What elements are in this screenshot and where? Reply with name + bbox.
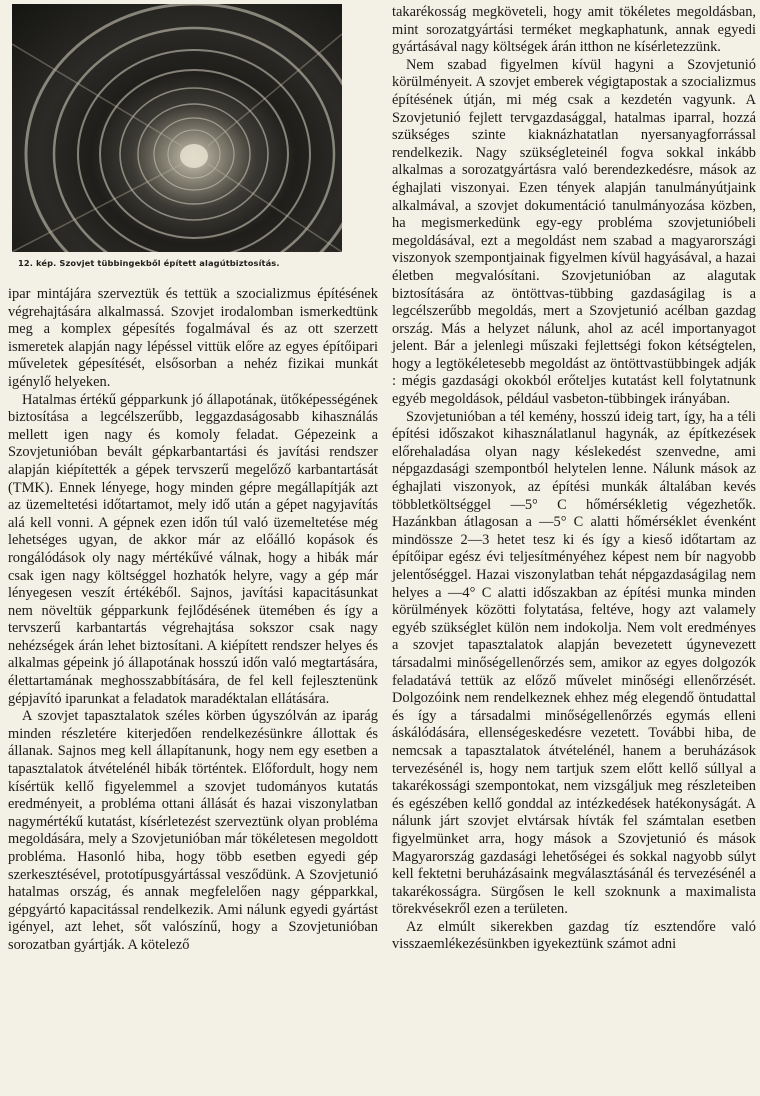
- paragraph: takarékosság megköveteli, hogy amit tökéletes megoldásban, mint sorozatgyártási terméket megkaphatunk, annak egyedi gyártásával nagy költségek árán itthon ne kísérletezzünk.: [392, 4, 756, 56]
- paragraph: Hatalmas értékű gépparkunk jó állapotának, ütőképességének biztosítása a legcélszerűbb, leggazdaságosabb kihasználás mellett igen nagy és komoly feladat. Gépezeink a Szovjetunióban bevált gépkarbantartási és javítási rendszer alapján kiépítették a gépek tervszerű megelőző karbantartását (TMK). Ennek lényege, hogy minden gépre megállapítják azt az üzemeltetési időtartamot, mely idő után a gépet nagyjavítás alá kell vonni. A gépnek ezen időn túl való üzemeltetése még lehetséges ugyan, de akkor már az előálló kopások és rongálódások oly nagy mértékűvé válnak, hogy a hibák már csak igen nagy költséggel hozhatók helyre, vagy a gép már lényegesen veszít értékéből. Sajnos, javítási kapacitásunkat nem növeltük gépparkunk fejlődésének ütemében és így a tervszerű karbantartás végrehajtása sokszor csak nagy nehézségek árán lehet biztosítani. A kiépített rendszer helyes és alkalmas gépeink jó állapotának hosszú időn való megtartására, élettartamának meghosszabbítására, de fel kell fejlesztenünk gépjavító iparunkat a feladatok maradéktalan ellátására.: [8, 391, 378, 707]
- tunnel-rings-graphic: [12, 4, 342, 252]
- right-column: [392, 4, 756, 954]
- right-column-text: [392, 4, 756, 954]
- tunnel-photo: [12, 4, 342, 252]
- paragraph: Nem szabad figyelmen kívül hagyni a Szovjetunió körülményeit. A szovjet emberek végigtapostak a szocializmus építésének útján, mi még csak a kezdetén vagyunk. A Szovjetunió fejlett tervgazdasággal, hatalmas iparral, hozzá szükséges szinte kiaknázhatatlan nyersanyagforrással rendelkezik. Nagy szükségleteinél fogva sokkal inkább alkalmas a sorozatgyártásra való berendezkedésre, mások az éghajlati viszonyai. Ezen tények alapján tanulmányútjaink alkalmával, a szovjet dokumentáció tanulmányozása közben, ha megismerkedünk egy-egy probléma szovjetunióbeli megoldásával, ezt a megoldást nem szabad a magyarországi viszonyok szempontjainak figyelmen kívül hagyásával, a hazai életben megvalósítani. Szovjetunióban az alagutak biztosítására az öntöttvas-tübbing gazdaságilag is a legcélszerűbb megoldás, mert a Szovjetunió acélban gazdag ország. Más a helyzet nálunk, ahol az acél importanyagot jelent. Bár a jelenlegi műszaki fejlettségi fokon kétségtelen, hogy a legtökéletesebb megoldást az öntöttvastübbingek adják : mégis gazdasági okokból erőteljes kutatást kell folytatnunk egyéb megoldások, például vasbeton-tübbingek irányában.: [392, 56, 756, 408]
- left-column: [8, 4, 378, 955]
- paragraph: ipar mintájára szerveztük és tettük a szocializmus építésének végrehajtására alkalmassá. Szovjet irodalomban ismerkedtünk meg a komplex gépesítés fogalmával és az ott szerzett ismeretek alapján nagy lépéssel vittük előre az egyes építőipari műveletek gépesítését, elsősorban a nehéz fizikai munkát igénylő helyeken.: [8, 286, 378, 390]
- figure-caption: 12. kép. Szovjet tübbingekből épített alagútbiztosítás.: [18, 258, 280, 268]
- paragraph: A szovjet tapasztalatok széles körben úgyszólván az iparág minden részletére kiterjedően rendelkezésünkre állottak és állanak. Sajnos meg kell állapítanunk, hogy nem egy esetben a tapasztalatok átvételénél hibák történtek. Előfordult, hogy nem kísértük kellő figyelemmel a szovjet tudományos kutatás eredményeit, a probléma ottani állását és hazai viszonylatban nagymértékű kutatást, kísérletezést szerveztünk olyan probléma megoldására, mely a Szovjetunióban már tökéletesen megoldott probléma. Hasonló hiba, hogy több esetben egyedi gép szerkesztésével, prototípusgyártással vesződünk. A Szovjetunió hatalmas ország, és annak megfelelően nagy gépparkkal, gépgyártó kapacitással rendelkezik. Ami nálunk egyedi gyártást igényel, azt lehet, sőt valószínű, hogy a Szovjetunióban sorozatban gyártják. A kötelező: [8, 708, 378, 953]
- left-column-text: [8, 286, 378, 955]
- paragraph: Szovjetunióban a tél kemény, hosszú ideig tart, így, ha a téli építési időszakot kihasználatlanul hagynák, az építkezések előrehaladása olyan nagy késlekedést szenvedne, ami népgazdasági szempontból helytelen lenne. Nálunk mások az éghajlati viszonyok, az építési munkák általában kevés többletköltséggel —5° C hőmérsékletig végezhetők. Hazánkban átlagosan a —5° C alatti hőmérséklet évenként mindössze 2—3 hetet tesz ki és így a kieső időtartam az építőipar egész évi teljesítményéhez képest nem bír nagyobb jelentőséggel. Hazai viszonylatban tehát népgazdaságilag nem helyes a —4° C alatti időszakban az építési munka minden körülmények közötti folytatása, feltéve, hogy azt valamely egyéb szükséglet külön nem indokolja. Nem volt eredményes a szovjet tapasztalatok alapján bevezetett úgynevezett társadalmi minőségellenőrzés sem, amikor az egyes dolgozók feladatává tettük az előző művelet minőségi ellenőrzését. Dolgozóink nem rendelkeznek ehhez még elegendő öntudattal és így a társadalmi minőségellenőrzés egymás elleni áskálódására, ellenségeskedésre vezetett. További hiba, de nemcsak a tapasztalatok átvételénél, hanem a beruházások tervezésénél is, hogy nem tartjuk szem előtt kellő súllyal a takarékossági szempontokat, nem vizsgáljuk meg részleteiben és egészében kellő gonddal az intézkedések hatékonyságát. A nálunk járt szovjet elvtársak hívták fel számtalan esetben figyelmünket arra, hogy mások a Szovjetunió és mások Magyarország gazdasági lehetőségei és sokkal nagyobb súlyt kell fektetni beruházásaink megválasztásánál és tervezésénél a takarékosságra. Sürgősen le kell szoknunk a maximalista törekvésekről ezen a területen.: [392, 408, 756, 918]
- paragraph: Az elmúlt sikerekben gazdag tíz esztendőre való visszaemlékezésünkben igyekeztünk számot adni: [392, 918, 756, 953]
